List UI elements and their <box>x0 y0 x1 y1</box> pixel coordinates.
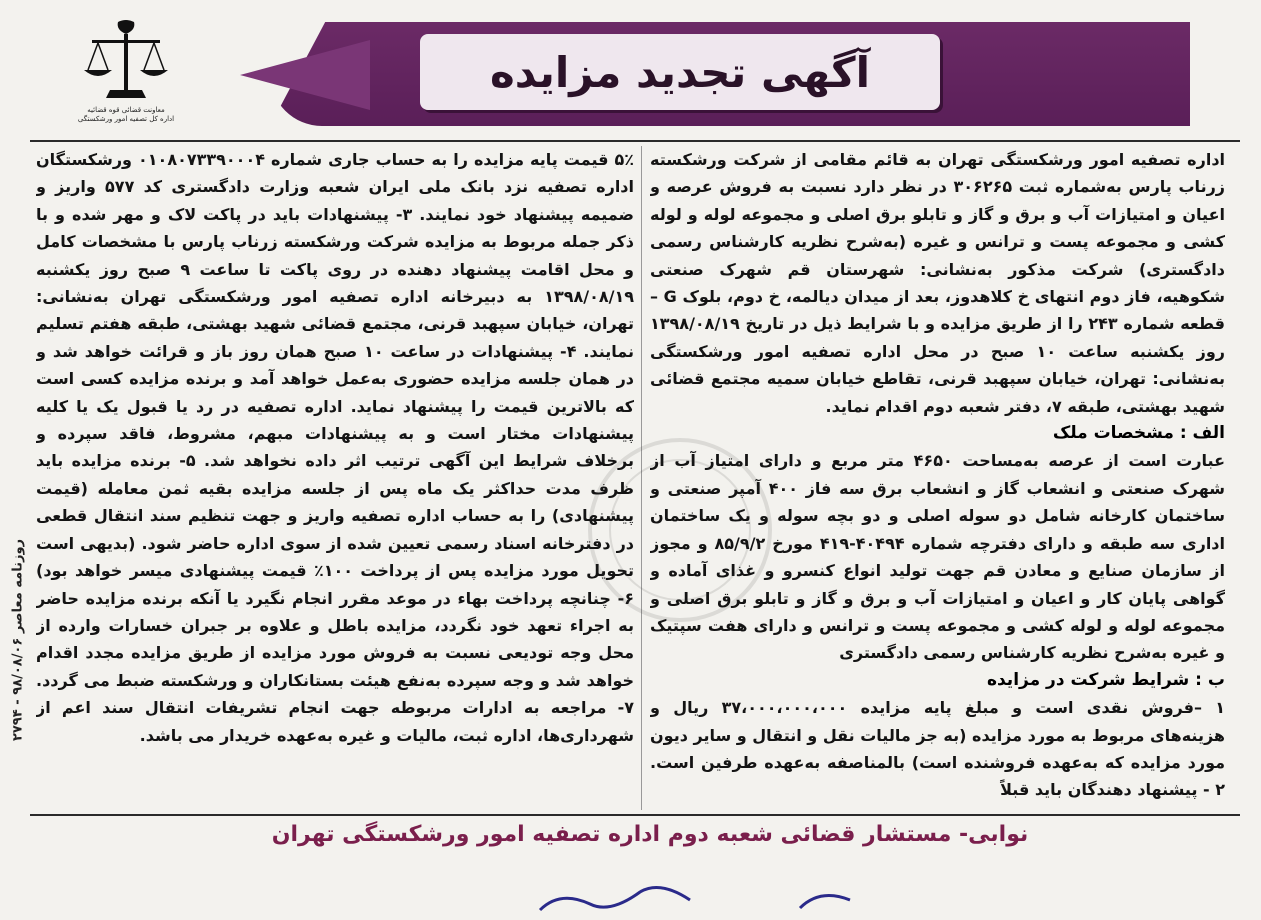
emblem-caption-2: اداره کل تصفیه امور ورشکستگی <box>77 115 175 123</box>
emblem-caption-1: معاونت قضائی قوه قضائیه <box>87 106 165 114</box>
property-specs: عبارت است از عرصه به‌مساحت ۴۶۵۰ متر مربع و دارای امتیاز آب از شهرک صنعتی و انشعاب گاز و انشعاب برق سه فاز ۴۰۰ آمپر صنعتی و ساختمان کارخانه شامل دو سوله اصلی و دو بچه سوله و یک ساختمان اداری سه طبقه و دارای دفترچه شماره ۴۰۴۹۴-۴۱۹ مورخ ۸۵/۹/۲ و مجوز از سازمان صنایع و معادن قم جهت تولید انواع کنسرو و غذای آماده و گواهی پایان کار و اعیان و امتیازات آب و برق و گاز و تابلو برق اصلی و مجموعه لوله و لوله کشی و مجموعه پست و ترانس و دارای هفت سپتیک و غیره به‌شرح نظریه کارشناس رسمی دادگستری <box>650 451 1225 663</box>
right-column <box>650 146 1225 814</box>
intro-text: به قائم مقامی از شرکت ورشکسته زرناب پارس به‌شماره ثبت ۳۰۶۲۶۵ در نظر دارد نسبت به فروش عرصه و اعیان و امتیازات آب و برق و گاز و تابلو برق اصلی و مجموعه لوله و لوله کشی و مجموعه پست و ترانس و غیره (به‌شرح نظریه کارشناس رسمی دادگستری) شرکت مذکور به‌نشانی: شهرستان قم شهرک صنعتی شکوهیه، فاز دوم انتهای خ کلاهدوز، بعد از میدان دیالمه، خ دوم، بلوک G – قطعه شماره ۲۴۳ را از طریق مزایده و با شرایط ذیل در تاریخ ۱۳۹۸/۰۸/۱۹ روز یکشنبه ساعت ۱۰ صبح در محل اداره تصفیه امور ورشکستگی به‌نشانی: تهران، خیابان سپهبد قرنی، تقاطع خیابان سمیه مجتمع قضائی شهید بهشتی، طبقه ۷، دفتر شعبه دوم اقدام نماید. <box>650 150 1225 416</box>
conditions-text: ۱ –فروش نقدی است و مبلغ پایه مزایده ۳۷،۰۰۰،۰۰۰،۰۰۰ ریال و هزینه‌های مربوط به مورد مزایده (به جز مالیات نقل و انتقال و سایر دیون مورد مزایده که به‌عهده فروشنده است) بالمناصفه به‌عهده طرفین است. ۲ - پیشنهاد دهندگان باید قبلاً <box>650 698 1225 800</box>
newspaper-date-line: روزنامه معاصر ۹۸/۰۸/۰۶ - ۲۷۹۴ <box>10 538 26 742</box>
intro-paragraph <box>650 146 1225 420</box>
handwritten-signature-icon <box>0 870 1261 920</box>
issuer-name: اداره تصفیه امور ورشکستگی تهران <box>937 150 1225 169</box>
signature-line: نوابی- مستشار قضائی شعبه دوم اداره تصفیه امور ورشکستگی تهران <box>271 822 1029 847</box>
judiciary-emblem <box>70 18 182 136</box>
column-divider <box>641 146 642 810</box>
section-b-heading: ب : شرایط شرکت در مزایده <box>986 669 1225 690</box>
footer-rule <box>30 814 1240 816</box>
header-rule <box>30 140 1240 142</box>
conditions-continued: ۵٪ قیمت پایه مزایده را به حساب جاری شماره ۰۱۰۸۰۷۳۳۹۰۰۰۴ ورشکستگان اداره تصفیه نزد بانک ملی ایران شعبه وزارت دادگستری کد ۵۷۷ واریز و ضمیمه پیشنهاد خود نمایند. ۳- پیشنهادات باید در پاکت لاک و مهر شده و با ذکر جمله مربوط به مزایده شرکت ورشکسته زرناب پارس با مشخصات کامل و محل اقامت پیشنهاد دهنده در روی پاکت تا ساعت ۹ صبح روز یکشنبه ۱۳۹۸/۰۸/۱۹ به دبیرخانه اداره تصفیه امور ورشکستگی تهران به‌نشانی: تهران، خیابان سپهبد قرنی، مجتمع قضائی شهید بهشتی، طبقه هفتم تسلیم نمایند. ۴- پیشنهادات در ساعت ۱۰ صبح همان روز باز و قرائت خواهد شد و در همان جلسه مزایده حضوری به‌عمل خواهد آمد و برنده مزایده کسی است که بالاترین قیمت را پیشنهاد نماید. اداره تصفیه در رد یا قبول یک یا کلیه پیشنهادات مختار است و به پیشنهادات مبهم، مشروط، فاقد سپرده و برخلاف شرایط این آگهی ترتیب اثر داده نخواهد شد. ۵- برنده مزایده باید ظرف مدت حداکثر یک ماه پس از جلسه مزایده بقیه ثمن معامله (قیمت پیشنهادی) را به حساب اداره تصفیه واریز و جهت تنظیم سند انتقال قطعی در دفترخانه اسناد رسمی تعیین شده از سوی اداره حاضر شود. (بدیهی است تحویل مورد مزایده پس از پرداخت ۱۰۰٪ قیمت پیشنهادی میسر خواهد بود) ۶- چنانچه پرداخت بهاء در موعد مقرر انجام نگیرد یا آنکه برنده مزایده حاضر به اجراء تعهد خود نگردد، مزایده باطل و علاوه بر جبران خسارات وارده از محل وجه تودیعی نسبت به فروش مورد مزایده از طریق مزایده مجدد اقدام خواهد شد و وجه سپرده به‌نفع هیئت بستانکاران و ورشکسته ضبط می گردد. ۷- مراجعه به ادارات مربوطه جهت انجام تشریفات انتقال سند اعم از شهرداری‌ها، اداره ثبت، مالیات و غیره به‌عهده خریدار می باشد. <box>36 150 634 745</box>
scales-emblem-icon <box>78 18 174 106</box>
section-a-heading: الف : مشخصات ملک <box>1052 423 1225 444</box>
notice-title: آگهی تجدید مزایده <box>420 34 940 110</box>
left-column <box>36 146 634 814</box>
